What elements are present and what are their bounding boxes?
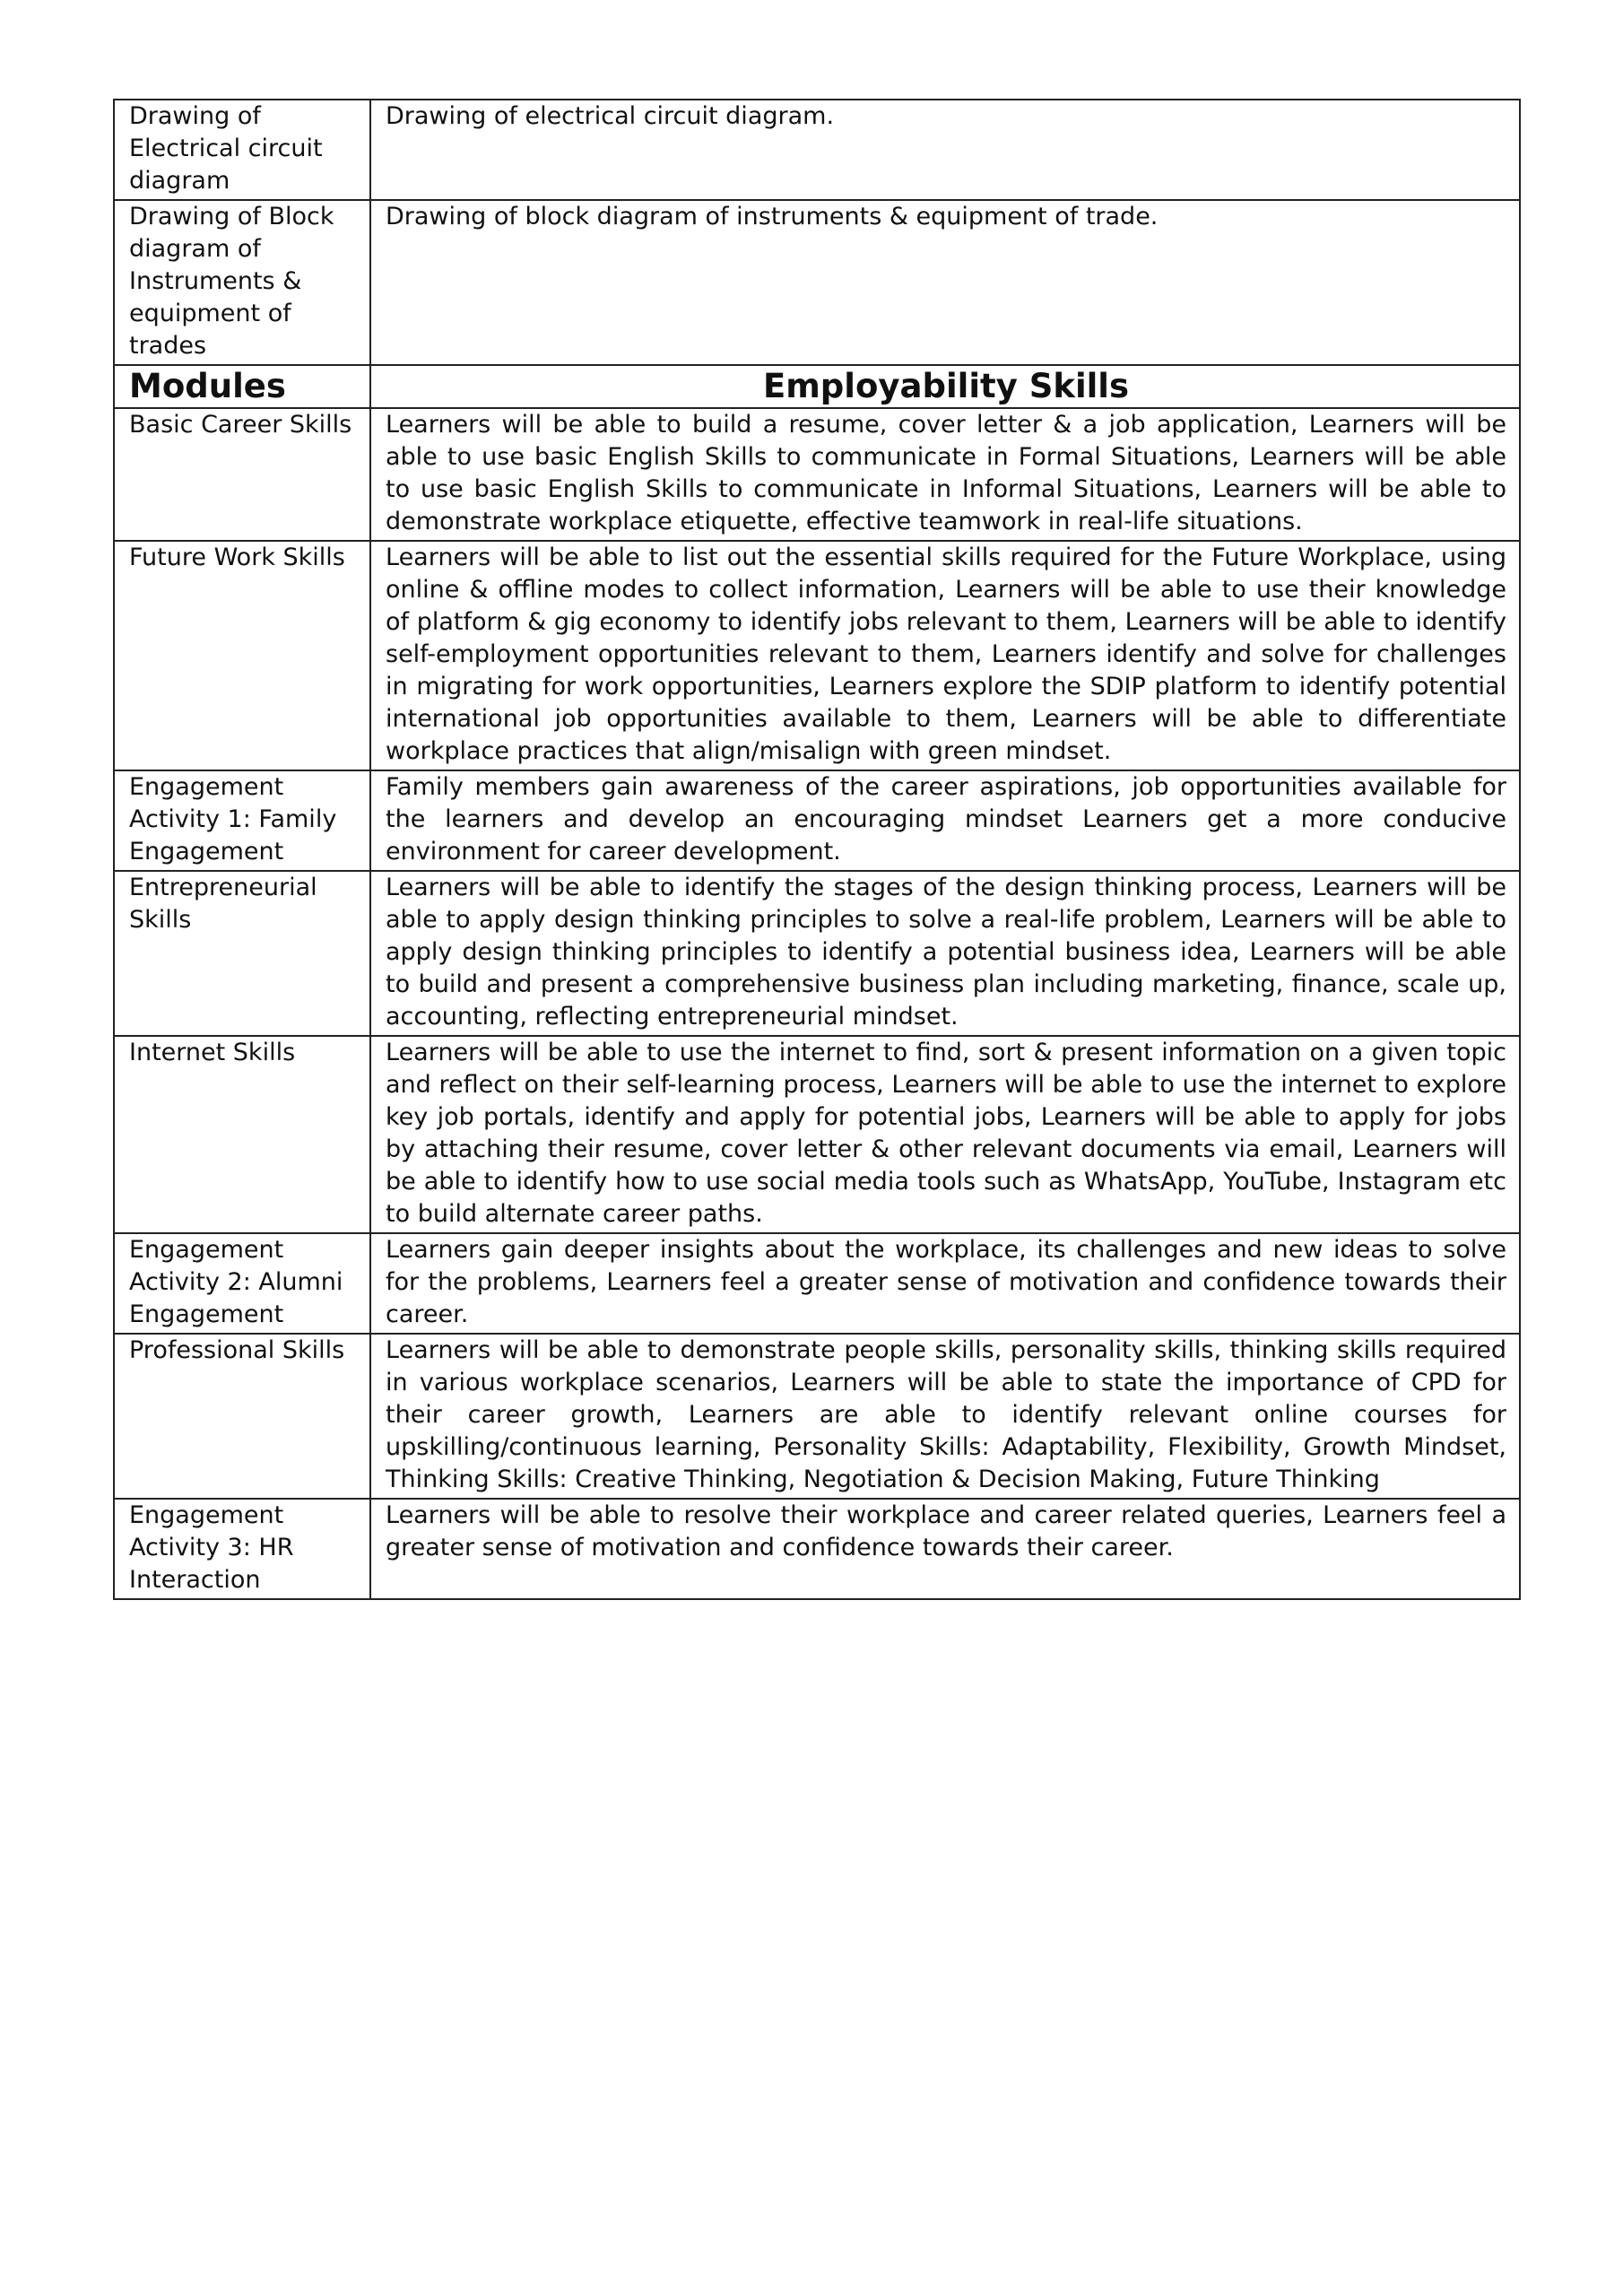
module-description: Learners gain deeper insights about the workplace, its challenges and new ideas to solve for the problems, Learners feel a greater sense of motivation and confidence towards their career.: [370, 1233, 1520, 1334]
table-row: [114, 541, 1520, 770]
module-name: Engagement Activity 3: HR Interaction: [114, 1499, 370, 1599]
module-name: Basic Career Skills: [114, 408, 370, 541]
table-row: [114, 408, 1520, 541]
module-name: Future Work Skills: [114, 541, 370, 770]
module-description: Drawing of electrical circuit diagram.: [370, 100, 1520, 200]
module-name: Drawing of Block diagram of Instruments & equipment of trades: [114, 200, 370, 365]
employability-skills-header: Employability Skills: [370, 365, 1520, 408]
module-name: Engagement Activity 2: Alumni Engagement: [114, 1233, 370, 1334]
table-row: [114, 200, 1520, 365]
module-description: Learners will be able to identify the stages of the design thinking process, Learners will be able to apply design thinking principles to solve a real-life problem, Learners will be able to apply design thinking principles to identify a potential business idea, Learners will be able to build and present a comprehensive business plan including marketing, finance, scale up, accounting, reflecting entrepreneurial mindset.: [370, 871, 1520, 1036]
module-description: Learners will be able to use the internet to find, sort & present information on a given topic and reflect on their self-learning process, Learners will be able to use the internet to explore key job portals, identify and apply for potential jobs, Learners will be able to apply for jobs by attaching their resume, cover letter & other relevant documents via email, Learners will be able to identify how to use social media tools such as WhatsApp, YouTube, Instagram etc to build alternate career paths.: [370, 1036, 1520, 1233]
module-description: Learners will be able to resolve their workplace and career related queries, Learners feel a greater sense of motivation and confidence towards their career.: [370, 1499, 1520, 1599]
module-name: Entrepreneurial Skills: [114, 871, 370, 1036]
module-description: Family members gain awareness of the career aspirations, job opportunities available for the learners and develop an encouraging mindset Learners get a more conducive environment for career development.: [370, 770, 1520, 871]
table-row: [114, 1233, 1520, 1334]
table-row: [114, 871, 1520, 1036]
module-name: Internet Skills: [114, 1036, 370, 1233]
module-name: Drawing of Electrical circuit diagram: [114, 100, 370, 200]
table-row: [114, 1499, 1520, 1599]
table-row: [114, 770, 1520, 871]
module-description: Learners will be able to build a resume, cover letter & a job application, Learners will be able to use basic English Skills to communicate in Formal Situations, Learners will be able to use basic English Skills to communicate in Informal Situations, Learners will be able to demonstrate workplace etiquette, effective teamwork in real-life situations.: [370, 408, 1520, 541]
module-name: Engagement Activity 1: Family Engagement: [114, 770, 370, 871]
table-row: [114, 1334, 1520, 1499]
module-description: Learners will be able to list out the essential skills required for the Future Workplace, using online & offline modes to collect information, Learners will be able to use their knowledge of platform & gig economy to identify jobs relevant to them, Learners will be able to identify self-employment opportunities relevant to them, Learners identify and solve for challenges in migrating for work opportunities, Learners explore the SDIP platform to identify potential international job opportunities available to them, Learners will be able to differentiate workplace practices that align/misalign with green mindset.: [370, 541, 1520, 770]
table-row: [114, 100, 1520, 200]
modules-header: Modules: [114, 365, 370, 408]
syllabus-table: [113, 99, 1521, 1600]
module-description: Learners will be able to demonstrate people skills, personality skills, thinking skills required in various workplace scenarios, Learners will be able to state the importance of CPD for their career growth, Learners are able to identify relevant online courses for upskilling/continuous learning, Personality Skills: Adaptability, Flexibility, Growth Mindset, Thinking Skills: Creative Thinking, Negotiation & Decision Making, Future Thinking: [370, 1334, 1520, 1499]
table-header-row: [114, 365, 1520, 408]
module-name: Professional Skills: [114, 1334, 370, 1499]
table-row: [114, 1036, 1520, 1233]
module-description: Drawing of block diagram of instruments & equipment of trade.: [370, 200, 1520, 365]
